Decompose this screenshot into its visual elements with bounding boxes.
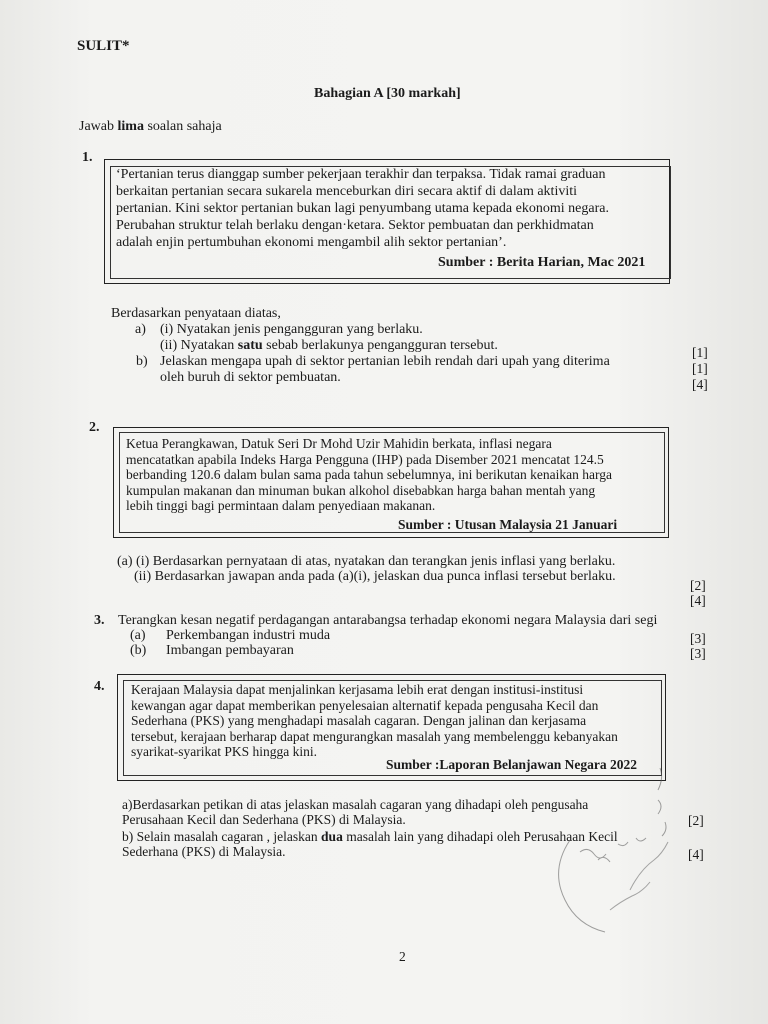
q4-passage-line: kewangan agar dapat memberikan penyelesaian alternatif kepada pengusaha Kecil dan bbox=[131, 697, 599, 713]
q1-a-i: (i) Nyatakan jenis pengangguran yang berlaku. bbox=[160, 322, 423, 337]
q1-b-line1: Jelaskan mengapa upah di sektor pertanian lebih rendah dari upah yang diterima bbox=[160, 354, 610, 369]
q1-passage-line: ‘Pertanian terus dianggap sumber pekerjaan terakhir dan terpaksa. Tidak ramai graduan bbox=[116, 167, 606, 182]
q4-b-line2: Sederhana (PKS) di Malaysia. bbox=[122, 844, 286, 859]
q2-passage bbox=[126, 436, 662, 514]
q1-passage-line: pertanian. Kini sektor pertanian bukan lagi penyumbang utama kepada ekonomi negara. bbox=[116, 201, 609, 216]
q4-a-line2: Perusahaan Kecil dan Sederhana (PKS) di Malaysia. bbox=[122, 812, 406, 827]
instruction-text: Jawab lima soalan sahaja bbox=[79, 119, 222, 134]
q2-a-ii: (ii) Berdasarkan jawapan anda pada (a)(i), jelaskan dua punca inflasi tersebut berlaku. bbox=[134, 569, 616, 584]
q1-passage bbox=[116, 166, 666, 251]
page-number: 2 bbox=[399, 949, 406, 964]
q4-passage bbox=[131, 682, 656, 760]
q3-mark: [3] bbox=[690, 646, 706, 661]
q2-passage-line: kumpulan makanan dan minuman bukan alkohol disebabkan harga bahan mentah yang bbox=[126, 482, 596, 498]
q3-a-text: Perkembangan industri muda bbox=[166, 628, 331, 643]
q2-a-i: (a) (i) Berdasarkan pernyataan di atas, nyatakan dan terangkan jenis inflasi yang berlaku. bbox=[117, 554, 616, 569]
q1-mark: [4] bbox=[692, 377, 708, 392]
section-title: Bahagian A [30 markah] bbox=[314, 86, 461, 101]
q2-source: Sumber : Utusan Malaysia 21 Januari bbox=[398, 517, 618, 532]
q2-mark: [2] bbox=[690, 578, 706, 593]
q1-a-ii: (ii) Nyatakan satu sebab berlakunya pengangguran tersebut. bbox=[160, 338, 498, 353]
q4-passage-line: Kerajaan Malaysia dapat menjalinkan kerjasama lebih erat dengan institusi-institusi bbox=[131, 682, 584, 697]
q4-passage-line: tersebut, kerajaan berharap dapat mengurangkan masalah yang membelenggu kebanyakan bbox=[131, 728, 618, 744]
q1-intro: Berdasarkan penyataan diatas, bbox=[111, 306, 281, 321]
q4-mark: [2] bbox=[688, 813, 704, 828]
classification-label: SULIT* bbox=[77, 38, 130, 54]
q4-b-line1: b) Selain masalah cagaran , jelaskan dua masalah lain yang dihadapi oleh Perusahaan Kecil bbox=[122, 829, 618, 844]
q2-passage-line: mencatatkan apabila Indeks Harga Pengguna (IHP) pada Disember 2021 mencatat 124.5 bbox=[126, 451, 604, 467]
q3-b-text: Imbangan pembayaran bbox=[166, 643, 294, 658]
handwritten-scribble-drawing bbox=[540, 760, 690, 940]
q1-passage-line: adalah enjin pertumbuhan ekonomi mengambil alih sektor pertanian’. bbox=[116, 235, 507, 250]
q2-mark: [4] bbox=[690, 593, 706, 608]
q4-source: Sumber :Laporan Belanjawan Negara 2022 bbox=[386, 757, 638, 772]
q3-number: 3. bbox=[94, 613, 105, 628]
q3-a-label: (a) bbox=[130, 628, 146, 643]
q1-b-label: b) bbox=[136, 354, 148, 369]
q2-passage-line: berbanding 120.6 dalam bulan sama pada tahun sebelumnya, ini berikutan kenaikan harga bbox=[126, 467, 612, 482]
q1-b-line2: oleh buruh di sektor pembuatan. bbox=[160, 370, 341, 385]
q3-mark: [3] bbox=[690, 631, 706, 646]
q4-mark: [4] bbox=[688, 847, 704, 862]
q4-a-line1: a)Berdasarkan petikan di atas jelaskan masalah cagaran yang dihadapi oleh pengusaha bbox=[122, 797, 589, 812]
q3-stem: Terangkan kesan negatif perdagangan antarabangsa terhadap ekonomi negara Malaysia dari segi bbox=[118, 613, 658, 628]
q1-a-label: a) bbox=[135, 322, 146, 337]
q1-mark: [1] bbox=[692, 345, 708, 360]
q1-passage-line: Perubahan struktur telah berlaku dengan·ketara. Sektor pembuatan dan perkhidmatan bbox=[116, 218, 594, 233]
q2-passage-line: Ketua Perangkawan, Datuk Seri Dr Mohd Uzir Mahidin berkata, inflasi negara bbox=[126, 436, 552, 451]
q4-passage-line: Sederhana (PKS) yang menghadapi masalah cagaran. Dengan jalinan dan kerjasama bbox=[131, 713, 587, 728]
q3-b-label: (b) bbox=[130, 643, 147, 658]
q2-passage-line: lebih tinggi bagi permintaan dalam penyediaan makanan. bbox=[126, 498, 436, 513]
q4-number: 4. bbox=[94, 679, 105, 694]
q1-passage-line: berkaitan pertanian secara sukarela menceburkan diri secara aktif di dalam aktiviti bbox=[116, 184, 578, 199]
q2-number: 2. bbox=[89, 420, 100, 435]
q1-mark: [1] bbox=[692, 361, 708, 376]
q1-number: 1. bbox=[82, 150, 93, 165]
q1-source: Sumber : Berita Harian, Mac 2021 bbox=[438, 255, 646, 270]
q4-passage-line: syarikat-syarikat PKS hingga kini. bbox=[131, 744, 317, 759]
